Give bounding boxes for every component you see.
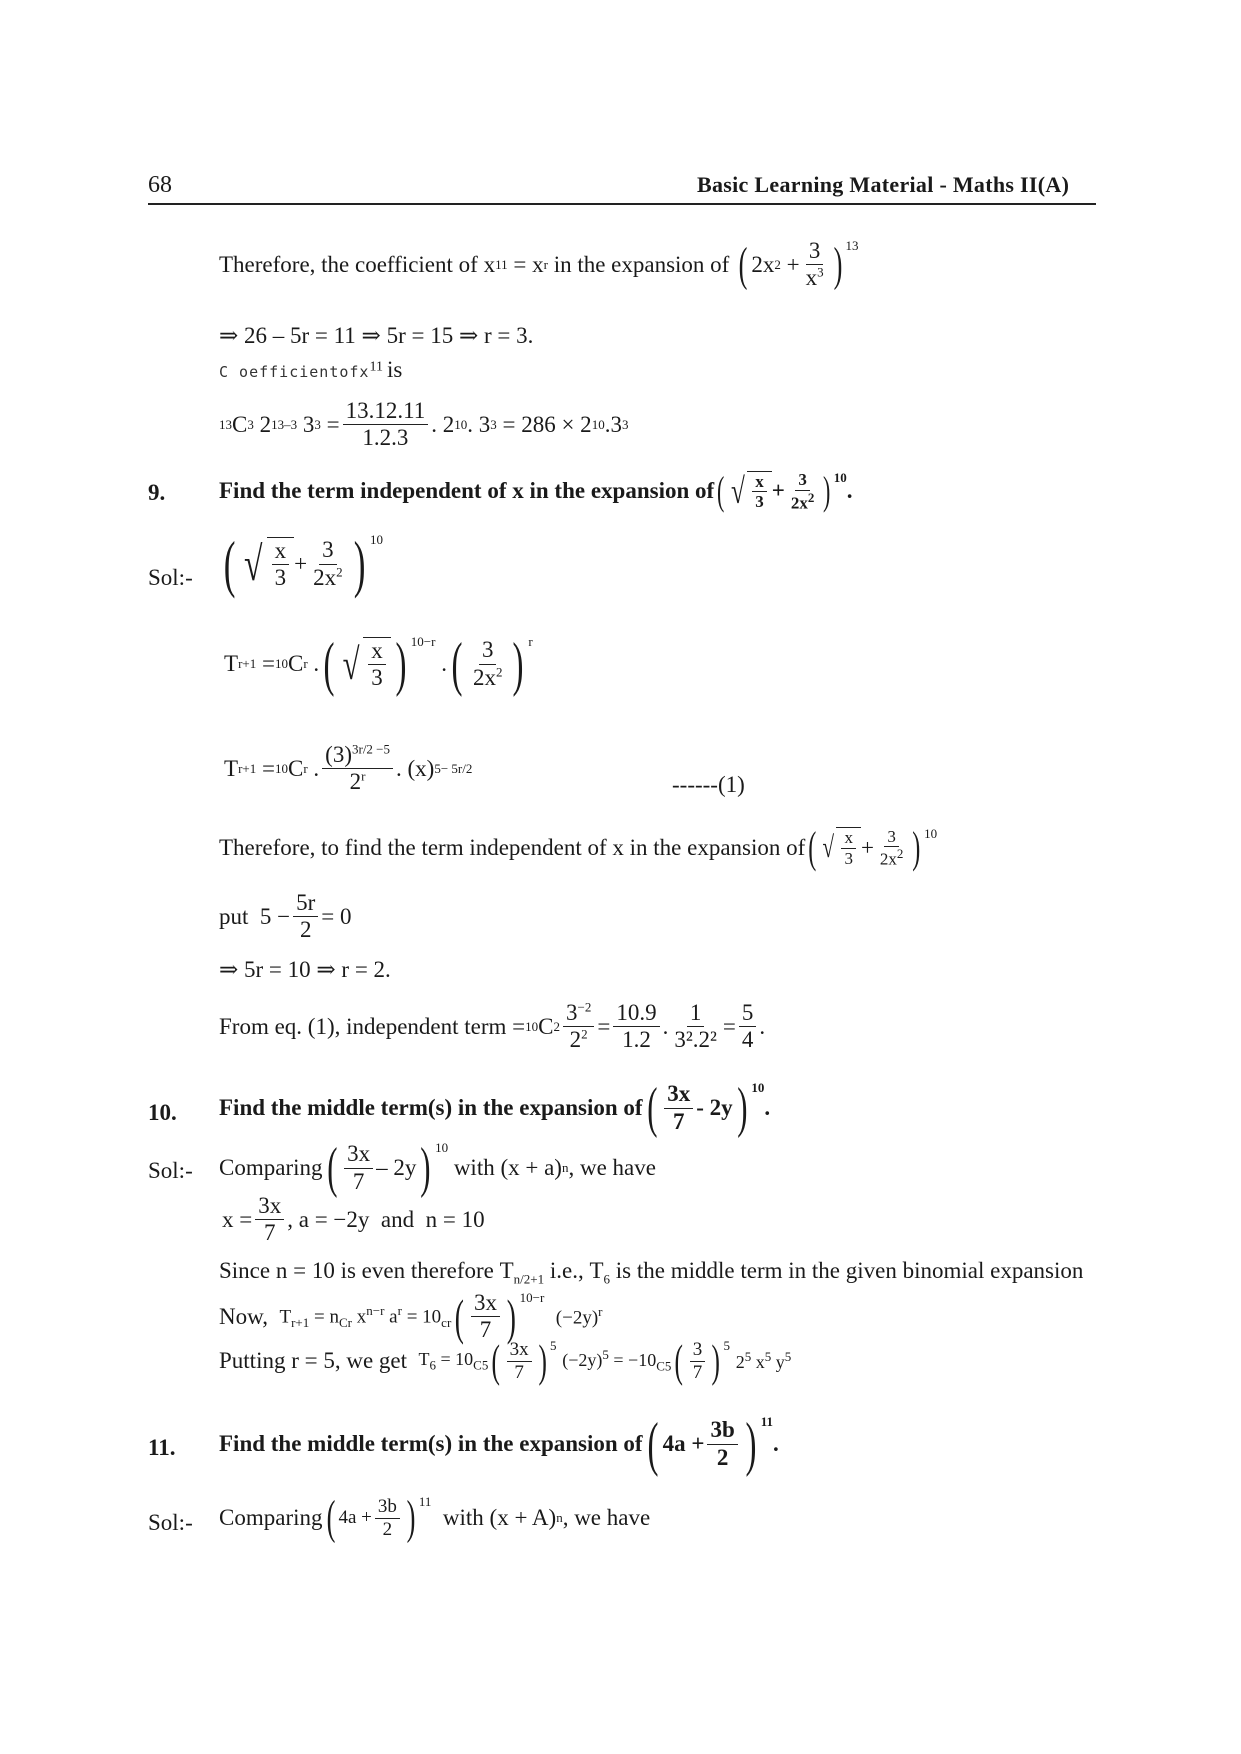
solution-10-label: Sol:- (148, 1158, 193, 1183)
question-10-text: Find the middle term(s) in the expansion of ( 3x 7 - 2y ) 10 . (219, 1077, 771, 1139)
solution-11-label: Sol:- (148, 1510, 193, 1535)
equation-reference-1: ------(1) (672, 772, 745, 797)
solution-9-label: Sol:- (148, 565, 193, 590)
solve-r-equals-2: ⇒ 5r = 10 ⇒ r = 2. (219, 957, 391, 982)
solution-10-putting: Putting r = 5, we get $T_6 = 10_{C5}$ ( 3x 7 ) 5 $(-2y)^5 = -10_{C5}$ ( 3 7 ) 5 $2^5$ $x^5$ $y^5$ (219, 1335, 792, 1386)
coefficient-line: Therefore, the coefficient of x 11 = x r in the expansion of ( 2x 2 + $\frac{3}{x^3}$ ) 13 (219, 237, 859, 291)
general-term-line-2: T r+1 = 10 C r . $(3)^{3r/2 -5}$ 2$^r$ . (x) 5− 5r/2 (224, 741, 473, 795)
question-10-number: 10. (148, 1100, 177, 1125)
independent-term-result: From eq. (1), independent term = 10 C 2 $\frac{3^{-2}}{2^2}$ = $\frac{10.9}{1.2}$ . $\frac{1}{\text{3².2²}}$ = $\frac{5}{4}$ . (219, 999, 766, 1053)
independent-term-intro: Therefore, to find the term independent of x in the expansion of ( √ $\frac{x}{3}$ + $\frac{3}{2x^2}$ ) 10 (219, 823, 938, 872)
coefficient-label-line: C oefficientofx11 is (219, 357, 403, 382)
solution-10-general-term: Now, $T_{r+1} = n_{Cr}$ $x^{n-r}$ $a^r = 10_{cr}$ ( 3x 7 ) 10−r $(-2y)^r$ (219, 1288, 603, 1345)
general-term-line-1: T r+1 = 10 C r . ( √ $\frac{x}{3}$ ) 10−r . ( 3 $2x^2$ ) r (224, 631, 533, 697)
coefficient-calculation: 13 C 3 2 13–3 3 3 = $\frac{13.12.11}{1.2.3}$ . 2 10 . 3 3 = 286 × 2 10 .3 3 (219, 398, 629, 451)
running-header-title: Basic Learning Material - Maths II(A) (697, 172, 1070, 197)
solution-10-middle-term: Since n = 10 is even therefore $T_{n/2+1}$ i.e., $T_6$ is the middle term in the given binomial expansion (219, 1258, 1084, 1287)
put-equation: put 5 − $\frac{5r}{2}$ = 0 (219, 890, 352, 943)
question-11-number: 11. (148, 1435, 176, 1460)
solution-10-comparing: Comparing ( 3x 7 – 2y ) 10 with (x + a) n , we have (219, 1137, 656, 1199)
solve-r-line: ⇒ 26 – 5r = 11 ⇒ 5r = 15 ⇒ r = 3. (219, 323, 534, 348)
solution-11-comparing: Comparing ( 4a + $\frac{3b}{2}$ ) 11 with (x + A) n , we have (219, 1491, 651, 1544)
question-9-text: Find the term independent of x in the expansion of ( √ $\frac{x}{3}$ + $\frac{3}{2x^2}$ ) 10 . (219, 468, 853, 514)
page-number: 68 (148, 172, 172, 198)
header-rule (148, 203, 1096, 205)
question-9-number: 9. (148, 480, 166, 505)
question-11-text: Find the middle term(s) in the expansion of ( 4a + $\frac{3b}{2}$ ) 11 . (219, 1411, 779, 1477)
solution-9-expression: ( √ $\frac{x}{3}$ + $\frac{3}{2x^2}$ ) 10 (223, 528, 383, 599)
solution-10-values: x = $\frac{3x}{7}$ , a = −2y and n = 10 (222, 1193, 485, 1246)
